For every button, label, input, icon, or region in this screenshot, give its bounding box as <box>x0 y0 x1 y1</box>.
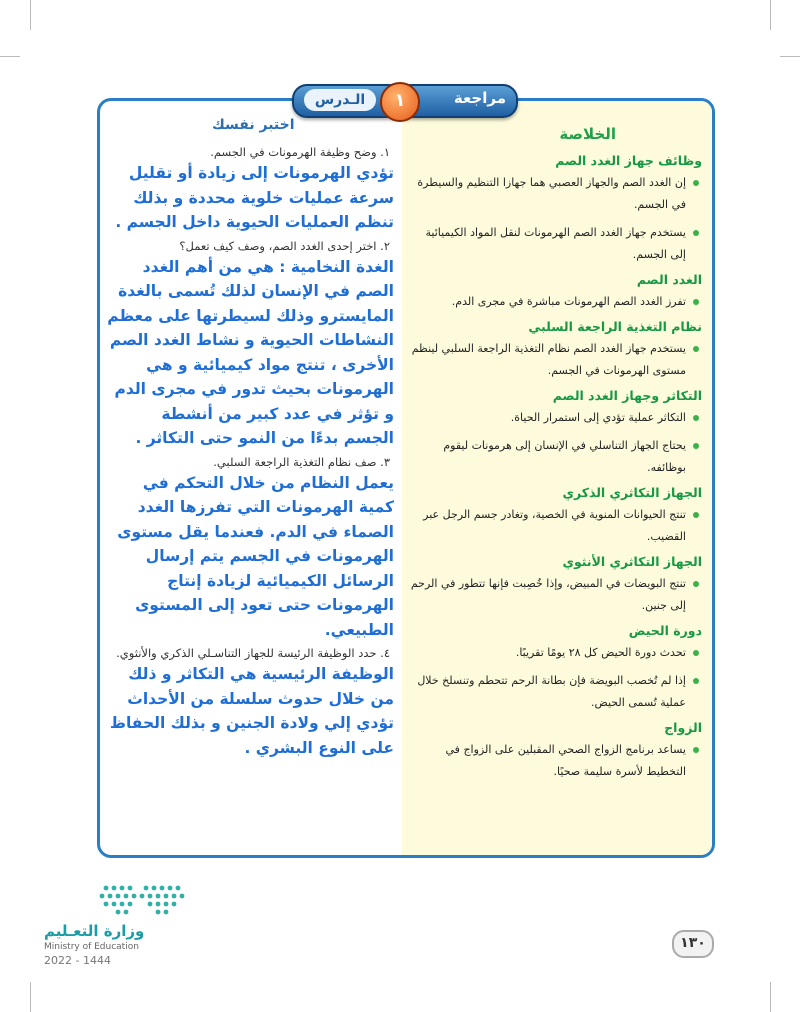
summary-title: الخلاصة <box>559 125 616 143</box>
section-heading: التكاثر وجهاز الغدد الصم <box>552 388 702 403</box>
summary-bullet: تحدث دورة الحيض كل ٢٨ يومًا تقريبًا. <box>408 642 702 664</box>
review-label: مراجعة <box>453 89 506 107</box>
crop-mark <box>30 0 31 30</box>
question-list <box>106 143 394 762</box>
question-text: ١. وضح وظيفة الهرمونات في الجسم. <box>210 145 390 159</box>
summary-bullet: تنتج الحيوانات المنوية في الخصية، وتغادر جسم الرجل عبر القضيب. <box>408 504 702 548</box>
summary-bullet: تفرز الغدد الصم الهرمونات مباشرة في مجرى الدم. <box>408 291 702 313</box>
lesson-label: الـدرس <box>304 89 376 111</box>
summary-bullet: التكاثر عملية تؤدي إلى استمرار الحياة. <box>408 407 702 429</box>
page-number: ١٣٠ <box>672 930 714 958</box>
summary-bullet: يستخدم جهاز الغدد الصم نظام التغذية الراجعة السلبي لينظم مستوى الهرمونات في الجسم. <box>408 338 702 382</box>
summary-bullet: إذا لم تُخصب البويضة فإن بطانة الرحم تتحطم وتنسلخ خلال عملية تُسمى الحيض. <box>408 670 702 714</box>
summary-list <box>408 153 702 789</box>
summary-section <box>408 319 702 382</box>
crop-mark <box>0 56 20 57</box>
ministry-name-arabic: وزارة التعـليم <box>44 922 145 940</box>
self-test-title: اختبر نفسك <box>212 117 295 133</box>
answer-text: الغدة النخامية : هي من أهم الغدد الصم في الإنسان لذلك تُسمى بالغدة المايسترو وذلك لسيطرتها على معظم النشاطات الحيوية و نشاط الغدد الصم الأخرى ، تنتج مواد كيميائية و هي الهرمونات بحيث تدور في مجرى الدم و تؤثر في عدد كبير من أنشطة الجسم بدءًا من النمو حتى التكاثر . <box>107 257 394 447</box>
section-heading: دورة الحيض <box>628 623 702 638</box>
question-text: ٢. اختر إحدى الغدد الصم، وصف كيف تعمل؟ <box>179 238 390 253</box>
summary-bullet: يساعد برنامج الزواج الصحي المقبلين على الزواج في التخطيط لأسرة سليمة صحيًا. <box>408 739 702 783</box>
crop-mark <box>770 982 771 1012</box>
crop-mark <box>780 56 800 57</box>
question-text: ٣. صف نظام التغذية الراجعة السلبي. <box>213 454 390 469</box>
summary-section <box>408 272 702 313</box>
review-frame <box>97 98 715 858</box>
self-test-panel <box>100 101 398 855</box>
ministry-logo-icon <box>96 882 188 920</box>
summary-section <box>408 554 702 617</box>
summary-section <box>408 623 702 714</box>
answer-text: تؤدي الهرمونات إلى زيادة أو تقليل سرعة عمليات خلوية محددة و بذلك تنظم العمليات الحيوية داخل الجسم . <box>115 164 394 231</box>
edition-year: 2022 - 1444 <box>44 954 111 967</box>
summary-panel <box>402 101 712 855</box>
section-heading: الجهاز التكاثري الأنثوي <box>562 554 702 569</box>
ministry-name-english: Ministry of Education <box>44 942 139 952</box>
crop-mark <box>770 0 771 30</box>
question-text: ٤. حدد الوظيفة الرئيسة للجهاز التناسـلي الذكري والأنثوي. <box>116 646 390 660</box>
summary-bullet: إن الغدد الصم والجهاز العصبي هما جهازا التنظيم والسيطرة في الجسم. <box>408 172 702 216</box>
section-heading: الغدد الصم <box>636 272 702 287</box>
answer-text: يعمل النظام من خلال التحكم في كمية الهرمونات التي تفرزها الغدد الصماء في الدم. فعندما يقل مستوى الهرمونات في الجسم يتم إرسال الرسائل الكيميائية لزيادة إنتاج الهرمونات حتى تعود إلى المستوى الطبيعي. <box>117 473 394 639</box>
summary-bullet: يحتاج الجهاز التناسلي في الإنسان إلى هرمونات ليقوم بوظائفه. <box>408 435 702 479</box>
summary-section <box>408 485 702 548</box>
summary-bullet: يستخدم جهاز الغدد الصم الهرمونات لنقل المواد الكيميائية إلى الجسم. <box>408 222 702 266</box>
answer-text: الوظيفة الرئيسية هي التكاثر و ذلك من خلال حدوث سلسلة من الأحداث تؤدي إلي ولادة الجنين و بذلك الحفاظ على النوع البشري . <box>109 665 394 757</box>
lesson-review-tab <box>292 84 518 118</box>
summary-section <box>408 153 702 266</box>
lesson-number-badge: ١ <box>380 82 420 122</box>
section-heading: نظام التغذية الراجعة السلبي <box>528 319 702 334</box>
crop-mark <box>30 982 31 1012</box>
section-heading: وظائف جهاز الغدد الصم <box>555 153 702 168</box>
summary-section <box>408 388 702 479</box>
summary-section <box>408 720 702 783</box>
summary-bullet: تنتج البويضات في المبيض، وإذا خُصِبت فإنها تتطور في الرحم إلى جنين. <box>408 573 702 617</box>
section-heading: الجهاز التكاثري الذكري <box>562 485 702 500</box>
section-heading: الزواج <box>664 720 702 735</box>
